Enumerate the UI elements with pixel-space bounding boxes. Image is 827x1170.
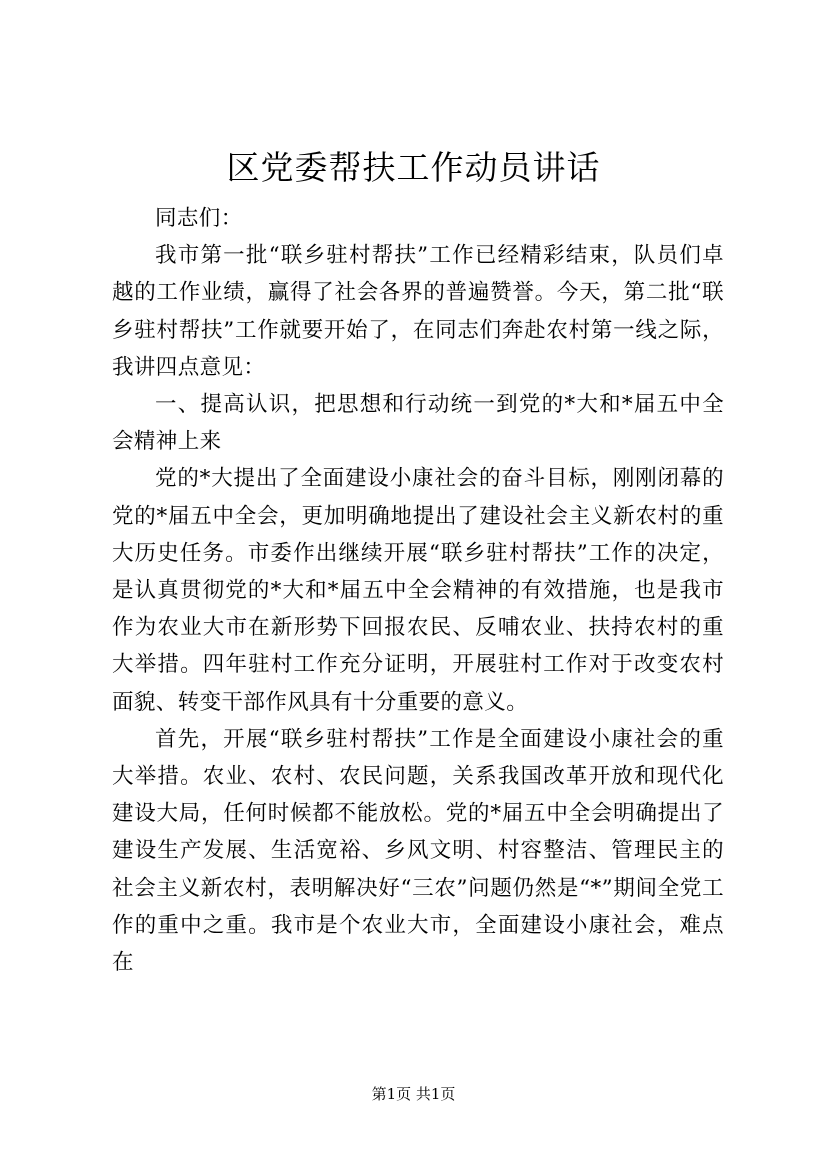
- document-body: [112, 200, 724, 981]
- paragraph-background: 党的*大提出了全面建设小康社会的奋斗目标，刚刚闭幕的党的*届五中全会，更加明确地提出了建设社会主义新农村的重大历史任务。市委作出继续开展“联乡驻村帮扶”工作的决定，是认真贯彻党的*大和*届五中全会精神的有效措施，也是我市作为农业大市在新形势下回报农民、反哺农业、扶持农村的重大举措。四年驻村工作充分证明，开展驻村工作对于改变农村面貌、转变干部作风具有十分重要的意义。: [112, 466, 724, 715]
- paragraph-first-point: 首先，开展“联乡驻村帮扶”工作是全面建设小康社会的重大举措。农业、农村、农民问题，关系我国改革开放和现代化建设大局，任何时候都不能放松。党的*届五中全会明确提出了建设生产发展、生活宽裕、乡风文明、村容整洁、管理民主的社会主义新农村，表明解决好“三农”问题仍然是“*”期间全党工作的重中之重。我市是个农业大市，全面建设小康社会，难点在: [112, 726, 724, 976]
- paragraph-heading-one: 一、提高认识，把思想和行动统一到党的*大和*届五中全会精神上来: [112, 392, 724, 455]
- document-title: 区党委帮扶工作动员讲话: [226, 148, 601, 187]
- paragraph-salutation: 同志们：: [155, 206, 243, 231]
- paragraph-intro: 我市第一批“联乡驻村帮扶”工作已经精彩结束，队员们卓越的工作业绩，赢得了社会各界的普遍赞誉。今天，第二批“联乡驻村帮扶”工作就要开始了，在同志们奔赴农村第一线之际，我讲四点意见：: [112, 243, 724, 380]
- page-footer: 第1页 共1页: [371, 1085, 456, 1103]
